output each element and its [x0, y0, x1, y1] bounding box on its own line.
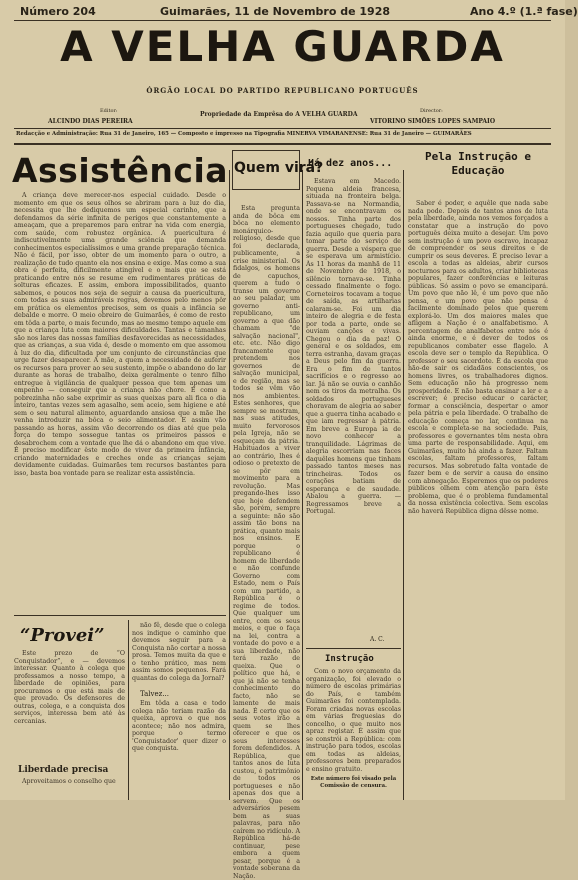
editor-label: Editor: — [100, 108, 118, 114]
section-rule — [14, 615, 226, 616]
ha-dez-anos-body — [306, 178, 401, 633]
column-divider — [128, 620, 129, 800]
director-name: VITORINO SIMÕES LOPES SAMPAIO — [370, 118, 496, 125]
talvez-body-text: Em tôda a casa e todo colega não teriam razão da queixa, aprova o que nos acontece; não nos admira, porque o termo 'Conquistador' quer dizer o que conquista. — [132, 700, 226, 752]
instrucao-sub-body — [306, 668, 401, 773]
instrucao-text: Saber é poder, e aquêle que nada sabe nada pode. Depois de tantos anos de luta pela liberdade, ainda nos vemos forçados a constatar que a instrução do povo português deixa muito a desejar. Um povo sem instrução é um povo escravo, incapaz de compreender os seus direitos e de cumprir os seus deveres. É preciso levar a escola a todas as aldeias, abrir cursos nocturnos para os adultos, criar bibliotecas populares, fazer conferências e leituras públicas. Só assim o povo se emancipará. Um povo que não lê, é um povo que não pensa, e um povo que não pensa é facilmente dominado pelos que querem explorá-lo. Um dos maiores males que afligem a Nação é o analfabetismo. A percentagem de analfabetos entre nós é ainda enorme, e é dever de todos os republicanos combater esse flagelo. A escola deve ser o templo da República. O professor o seu sacerdote. É da escola que hão-de sair os cidadãos conscientes, os homens livres, os trabalhadores dignos. Sem educação não há progresso nem prosperidade. E não basta ensinar a ler e a escrever; é preciso educar o carácter, formar a consciência, despertar o amor pela pátria e pela liberdade. O trabalho de educação começa no lar, continua na escola e completa-se na sociedade. Pais, professores e governantes têm nesta obra uma parte de responsabilidade. Aqui, em Guimarães, muito há ainda a fazer. Faltam escolas, faltam professores, faltam recursos. Mas sobretudo falta vontade de fazer bem e de servir a causa do ensino com abnegação. Esperemos que os poderes públicos olhem com atenção para êste problema, que é o problema fundamental da nossa existência colectiva. Sem escolas não haverá República digna dêsse nome. — [408, 200, 548, 515]
issue-number: Número 204 — [20, 5, 96, 18]
ha-dez-anos-signature: A. C. — [370, 636, 385, 643]
provei-text-2: não fê, desde que o colega nos indique o caminho que devemos seguir para a Conquista não cortar a nossa prosa. Temos muita da que e o tenho prático, mas nem assim somos pequenos. Fará quantas do colega da Jornal? — [132, 622, 226, 682]
mid-rule — [14, 128, 551, 129]
director-label: Director: — [420, 108, 443, 114]
censura-note: Este número foi visado pela Comissão de censura. — [310, 776, 397, 789]
ha-dez-anos-text: Estava em Macedo. Pequena aldeia francesa, situada na fronteira belga. Passava-se na Normandia, onde se encontravam os nossos. Tinha parte dos portugueses chegado, tudo fazia aquilo que queria para tomar parte do serviço de guerra. Desde a véspera que se esperava um armistício. Às 11 horas da manhã de 11 de Novembro de 1918, o silêncio tornava-se. Tinha cessado finalmente o fogo. Corneteiros tocavam a toque de saída, as artilharias calaram-se. Foi um dia inteiro de alegria e de festa por toda a parte, onde se ouviam canções e vivas. Chegou o dia da paz! O general e os soldados, em terra estranha, davam graças a Deus pelo fim da guerra. Era o fim de tantos sacrifícios e o regresso ao lar. Já não se ouvia o canhão nem os tiros da metralha. Os soldados portugueses choravam de alegria ao saber que a guerra tinha acabado e que iam regressar à pátria. Em breve a Europa ia de novo conhecer a tranquilidade. Lágrimas de alegria escorriam nas faces daquêles homens que tinham passado tantos meses nas trincheiras. Todos os corações batiam de esperança e de saudade. Abalou a guerra. — Regressamos breve a Portugal. — [306, 178, 401, 515]
provei-title: “Provei” — [20, 625, 105, 646]
ha-dez-anos-title: Há dez anos... — [308, 158, 393, 169]
year-line: Ano 4.º (1.ª fase) — [470, 5, 578, 18]
column-divider — [403, 170, 404, 800]
instrucao-sub-text: Com o novo orçamento da organização, foi elevado o número de escolas primárias do País, e também Guimarães foi contemplada. Foram criadas novas escolas em várias freguesias do concelho, o que muito nos apraz registar. É assim que se constrói a República: com instrução para todos, escolas em todas as aldeias, professores bem preparados e ensino gratuito. — [306, 668, 401, 773]
masthead-title: A VELHA GUARDA — [60, 22, 505, 71]
quem-vira-text: Esta pregunta anda de bôca em bôca no elemento monárquico-religioso, desde que foi declarada, publicamente, a crise ministerial. Os fidalgos, os homens de capuchos, querem a tudo o transe um governo ao seu paladar, um governo anti-republicano, um governo a que dão chamam "de salvação nacional", etc. etc. Não digo francamente que pretendem nos governos de salvação municipal, e de região, mas se todos se vêm vão nos ambientes. Estes senhores, que sempre se mostram, nas suas atitudes, muito fervorosos pela Igreja, não se esqueçam da pátria. Habituados a viver ao contrário, lhes é odioso o pretexto de se pôr em movimento para a revolução. Mas pregando-lhes isso que hoje defendem são, porém, sempre a seguinte: não são assim tão bons na prática, quanto mais nos ensinos. E porque o republicano é homem de liberdade e não confunde Governo com Estado, nem o País com um partido, a República é o regime de todos. Que qualquer um entre, com os seus meios, e que o faça na lei, contra a vontade do povo e a sua liberdade, não terá razão de queixa. Que o político que há, e que já não se tenha conhecimento do facto, não se lamente de mais nada. É certo que os seus votos irão a quem se lhes oferecer e que os seus interesses forem defendidos. A República, que tantos anos de luta custou, é patrimônio de todos os portugueses e não apenas dos que a servem. Que os adversários pesem bem as suas palavras, para não caírem no ridículo. A República há-de continuar, pese embora a quem pesar, porque é a vontade soberana da Nação. — [233, 205, 300, 880]
instrucao-title: Pela Instrução e Educação — [425, 150, 531, 177]
address-line: Redacção e Administração: Rua 31 de Janeiro, 165 — Composto e impresso na Tipografia MINERVA VIMARANENSE: Rua 31 de Janeiro — GUIMARÃES — [16, 131, 472, 137]
column-divider — [229, 170, 230, 800]
column-divider — [302, 170, 303, 800]
provei-body-col2 — [132, 622, 226, 686]
editor-name: ALCINDO DIAS PEREIRA — [48, 118, 133, 125]
date-line: Guimarães, 11 de Novembro de 1928 — [160, 5, 391, 18]
liberdade-subhead: Liberdade precisa — [18, 765, 109, 775]
instrucao-body — [408, 200, 548, 795]
quem-vira-title: Quem virá? — [234, 160, 324, 176]
liberdade-text: Aproveitamos o conselho que — [22, 778, 116, 785]
top-rule — [14, 20, 551, 21]
masthead-subtitle: ÓRGÃO LOCAL DO PARTIDO REPUBLICANO PORTUGUÊS — [146, 86, 419, 95]
section-rule — [306, 648, 401, 649]
liberdade-body — [14, 778, 125, 798]
assistencia-body — [14, 192, 226, 610]
assistencia-title: Assistência — [12, 151, 229, 190]
header-bottom-rule — [14, 143, 551, 145]
talvez-text: Talvez... — [140, 690, 169, 698]
owner-line: Propriedade da Emprêsa do A VELHA GUARDA — [200, 111, 358, 118]
provei-text: Este prezo de “O Conquistador”, e — devemos interessar. Quanto à colega que professamos a nosso tempo, a liberdade de opiniões, para procuramos o que está mais de que provado. Os defensores de outras, colega, e a conquista dos serviços, interessa bem até às cercanias. — [14, 650, 125, 725]
provei-body — [14, 650, 125, 760]
talvez-body — [132, 700, 226, 798]
quem-vira-body — [233, 205, 300, 880]
instrucao-subtitle: Instrução — [325, 654, 374, 664]
assistencia-text: A criança deve merecer-nos especial cuidado. Desde o momento em que os seus olhos se abriram para a luz do dia, necessita que lhe dediquemos um especial carinho, que a defendamos da série infinita de perigos que constantemente a ameaçam, que a preparemos para entrar na vida com energia, com saúde, com robustez orgânica. A puericultura é indiscutivelmente uma grande sciência que demanda conhecimentos especialíssimos e uma grande preparação técnica. Não é fácil, por isso, obter de um momento para o outro, a realização de tudo quanto ela nos ensina e exige. Mas como a sua obra é perfeita, dificilmente atingível e o mais que se está praticando entre nós se resume em rudimentares práticas de solturas eficazes. E assim, embora impossibilitados, quanto sabemos, e poucos nos seja de seguir a causa da puericultura, com todas as suas admiráveis regras, devemos pelo menos pôr em prática os elementos precisos, sem os quais a infância se debalde e morre. O meio obreiro de Guimarães, é como de resto em tôda a parte, o mais fecundo, mas ao mesmo tempo aquele em que a criança luta com maiores dificuldades. Tantas e tamanhas são nos lares das nossas famílias desfavorecidas as necessidades, que as crianças, a sua vida é, desde o momento em que assomou à luz do dia, dificultada por um conjunto de circunstâncias que urge fazer desaparecer. A mãe, a quem a necessidade de auferir os recursos para prover ao seu sustento, impõe o abandono do lar durante as horas de trabalho, deixa geralmente o tenro filho entregue à vigilância de qualquer pessoa que tem apenas um empenho — conseguir que a criança não chore. É como a pobrezinha não sabe exprimir as suas queixas para ali fica o dia inteiro, tantas vezes sem agasalho, sem aceio, sem higiene e até sem o seu natural alimento, aguardando ansiosa que a mãe lhe venha introduzir na bôca o seio alimentador. E assim vão passando as horas, assim vão decorrendo os dias até que pela força do tempo sossegue tantas os primeiros passos e desabrochem com a vontade que lhe dá o abandono em que vive. É preciso modificar êste modo de viver da primeira infância, criando maternidades e creches onde as crianças sejam devidamente cuidadas. Guimarães tem recursos bastantes para isso, basta boa vontade para se realizar esta assistência. — [14, 192, 226, 477]
